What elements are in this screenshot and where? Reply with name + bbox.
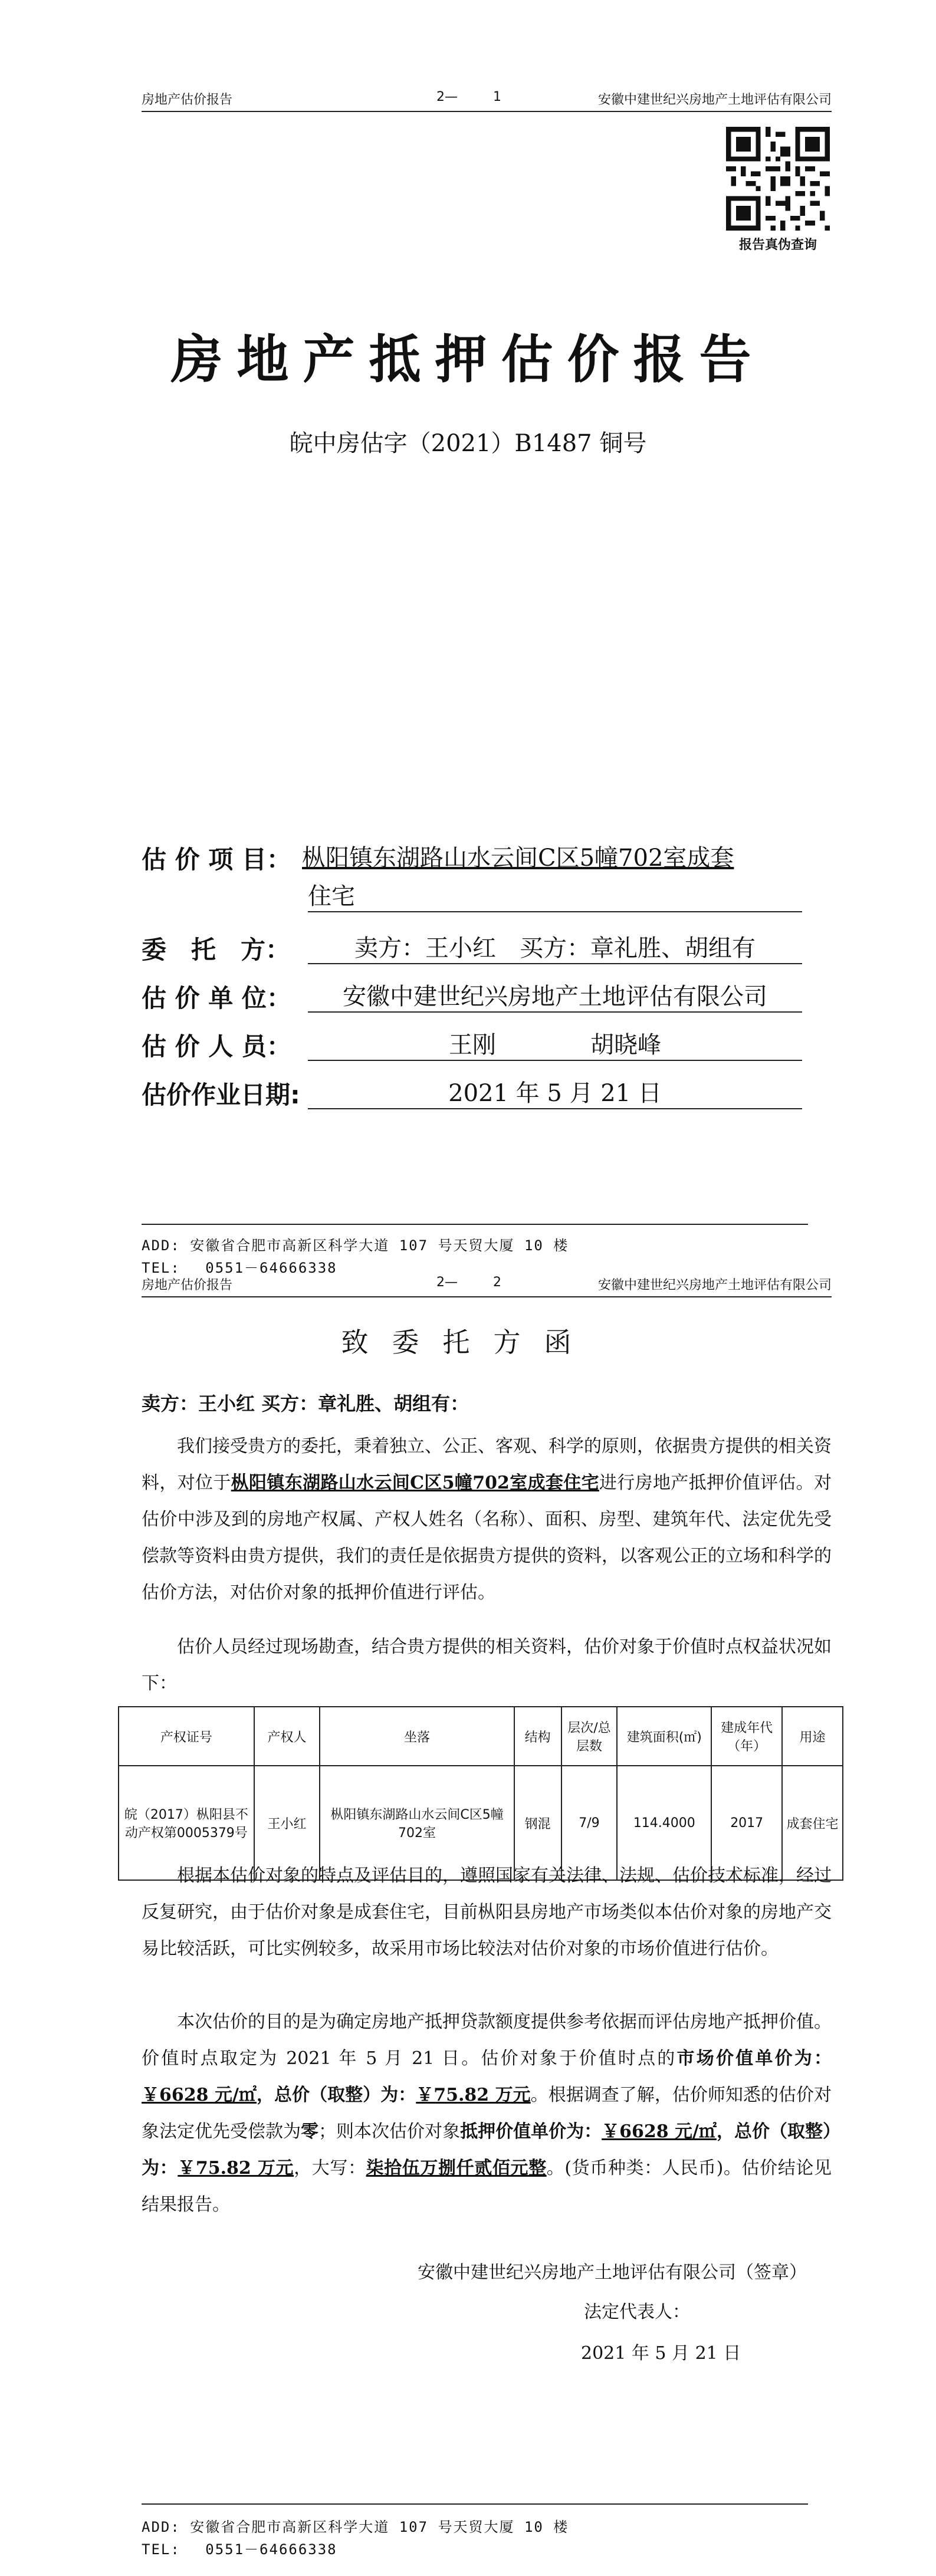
qr-code-icon[interactable]	[726, 127, 830, 231]
signature-date: 2021 年 5 月 21 日	[581, 2343, 741, 2364]
footer-rule	[142, 2503, 808, 2505]
field-label-project: 估 价 项 目：	[142, 845, 291, 874]
field-value-firm: 安徽中建世纪兴房地产土地评估有限公司	[308, 978, 802, 1013]
signature-company: 安徽中建世纪兴房地产土地评估有限公司（签章）	[418, 2262, 807, 2283]
table-header-cell: 建筑面积(㎡)	[617, 1707, 711, 1766]
table-header-row	[119, 1707, 843, 1766]
table-cell: 皖（2017）枞阳县不动产权第0005379号	[119, 1766, 254, 1880]
field-label-firm: 估 价 单 位：	[142, 984, 291, 1013]
report-title: 房地产抵押估价报告	[170, 328, 766, 390]
page-number: 2— 2	[436, 1275, 501, 1290]
field-label-client: 委 托 方：	[142, 935, 291, 964]
table-header-cell: 产权证号	[119, 1707, 254, 1766]
field-label-appraisers: 估 价 人 员：	[142, 1032, 291, 1061]
table-cell: 2017	[711, 1766, 782, 1880]
table-header-cell: 层次/总层数	[561, 1707, 618, 1766]
doc-number: 皖中房估字（2021）B1487 铜号	[289, 430, 647, 457]
page-number: 2— 1	[436, 90, 501, 104]
letter-title: 致委托方函	[341, 1326, 595, 1358]
field-value-project: 枞阳镇东湖路山水云间C区5幢702室成套	[302, 845, 734, 872]
table-cell: 成套住宅	[782, 1766, 843, 1880]
table-cell: 王小红	[254, 1766, 320, 1880]
field-value-client: 卖方：王小红 买方：章礼胜、胡组有	[308, 929, 802, 964]
footer-address: ADD: 安徽省合肥市高新区科学大道 107 号天贸大厦 10 楼	[142, 1237, 569, 1254]
table-header-cell: 坐落	[320, 1707, 514, 1766]
header-left: 房地产估价报告	[142, 1278, 233, 1293]
letter-paragraph-4: 本次估价的目的是为确定房地产抵押贷款额度提供参考依据而评估房地产抵押价值。价值时点取定为 2021 年 5 月 21 日。估价对象于价值时点的市场价值单价为：￥6628 元/㎡，总价（取整）为：￥75.82 万元。根据调查了解，估价师知悉的估价对象法定优先受偿款为零；则本次估价对象抵押价值单价为：￥6628 元/㎡，总价（取整）为：￥75.82 万元，大写：柒拾伍万捌仟贰佰元整。(货币种类：人民币)。估价结论见结果报告。	[142, 2012, 832, 2215]
page-header-2	[142, 1273, 832, 1297]
field-value-appraisers: 王刚 胡晓峰	[308, 1026, 802, 1061]
table-cell: 枞阳镇东湖路山水云间C区5幢702室	[320, 1766, 514, 1880]
table-cell: 7/9	[561, 1766, 618, 1880]
footer-phone: TEL: 0551－64666338	[142, 1260, 337, 1276]
table-header-cell: 产权人	[254, 1707, 320, 1766]
letter-salutation: 卖方：王小红 买方：章礼胜、胡组有：	[142, 1392, 469, 1415]
table-header-cell: 建成年代（年）	[711, 1707, 782, 1766]
page-header	[142, 87, 832, 112]
header-right: 安徽中建世纪兴房地产土地评估有限公司	[597, 93, 832, 107]
table-header-cell: 用途	[782, 1707, 843, 1766]
footer-phone: TEL: 0551－64666338	[142, 2541, 337, 2558]
letter-paragraph-2: 估价人员经过现场勘查，结合贵方提供的相关资料，估价对象于价值时点权益状况如下：	[142, 1637, 832, 1694]
property-table	[118, 1706, 843, 1881]
field-value-project-line2: 住宅	[308, 878, 802, 912]
field-value-date: 2021 年 5 月 21 日	[308, 1075, 802, 1109]
header-left: 房地产估价报告	[142, 93, 233, 107]
table-header-cell: 结构	[514, 1707, 561, 1766]
signature-legal-rep: 法定代表人：	[584, 2302, 690, 2322]
footer-rule	[142, 1224, 808, 1225]
header-right: 安徽中建世纪兴房地产土地评估有限公司	[597, 1278, 832, 1293]
footer-address: ADD: 安徽省合肥市高新区科学大道 107 号天贸大厦 10 楼	[142, 2519, 569, 2535]
table-cell: 钢混	[514, 1766, 561, 1880]
field-label-date: 估价作业日期:	[142, 1080, 300, 1109]
letter-paragraph-1: 我们接受贵方的委托，秉着独立、公正、客观、科学的原则，依据贵方提供的相关资料，对位于枞阳镇东湖路山水云间C区5幢702室成套住宅进行房地产抵押价值评估。对估价中涉及到的房地产权属、产权人姓名（名称）、面积、房型、建筑年代、法定优先受偿款等资料由贵方提供，我们的责任是依据贵方提供的资料，以客观公正的立场和科学的估价方法，对估价对象的抵押价值进行评估。	[142, 1436, 832, 1603]
letter-paragraph-3: 根据本估价对象的特点及评估目的，遵照国家有关法律、法规、估价技术标准，经过反复研究，由于估价对象是成套住宅，目前枞阳县房地产市场类似本估价对象的房地产交易比较活跃，可比实例较多，故采用市场比较法对估价对象的市场价值进行估价。	[142, 1865, 832, 1959]
qr-caption: 报告真伪查询	[738, 238, 817, 252]
table-cell: 114.4000	[617, 1766, 711, 1880]
